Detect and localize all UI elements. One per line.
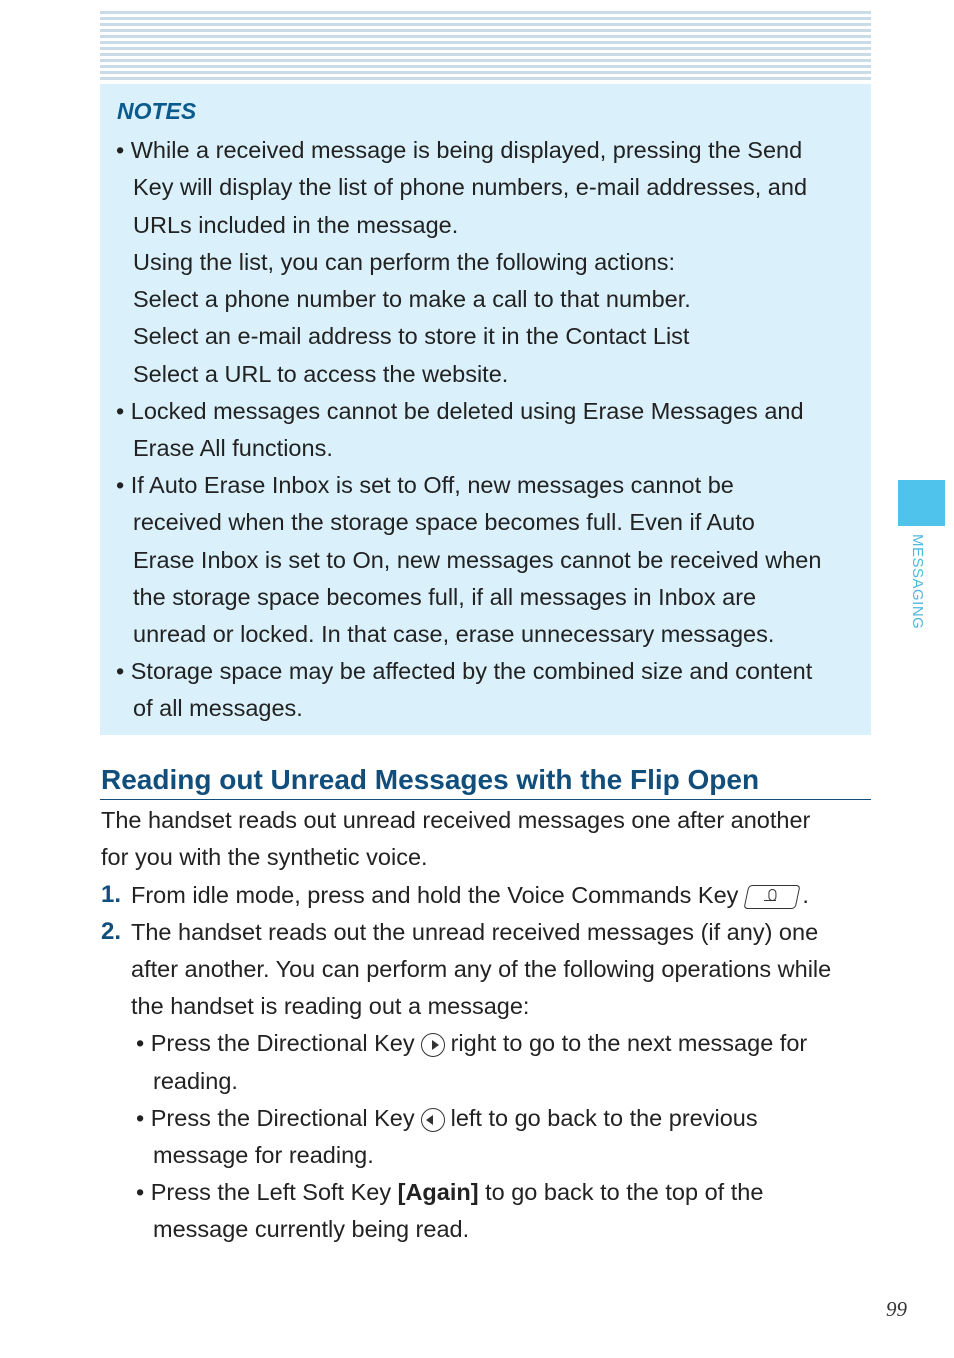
step-text: after another. You can perform any of the following operations while bbox=[131, 956, 832, 982]
step-number: 2. bbox=[101, 918, 122, 945]
bullet-line bbox=[136, 1028, 807, 1058]
notes-line: of all messages. bbox=[133, 695, 303, 721]
notes-title: NOTES bbox=[117, 98, 197, 124]
notes-line: Erase All functions. bbox=[133, 435, 333, 461]
notes-line: the storage space becomes full, if all messages in Inbox are bbox=[133, 584, 757, 610]
notes-line: • Locked messages cannot be deleted using Erase Messages and bbox=[116, 398, 804, 424]
bullet-text: left to go back to the previous bbox=[450, 1105, 758, 1131]
bullet-text: right to go to the next message for bbox=[450, 1030, 808, 1056]
notes-line: • While a received message is being displayed, pressing the Send bbox=[116, 137, 803, 163]
intro-line: for you with the synthetic voice. bbox=[101, 844, 428, 870]
heading-rule bbox=[100, 799, 871, 800]
bullet-line bbox=[136, 1177, 763, 1207]
intro-line: The handset reads out unread received messages one after another bbox=[101, 807, 811, 833]
step-1-end: . bbox=[802, 882, 809, 908]
notes-line: Erase Inbox is set to On, new messages cannot be received when bbox=[133, 547, 822, 573]
section-heading: Reading out Unread Messages with the Flip Open bbox=[101, 764, 760, 795]
notes-line: URLs included in the message. bbox=[133, 212, 459, 238]
section-tab-label: MESSAGING bbox=[909, 534, 926, 630]
bullet-text: • Press the Left Soft Key bbox=[136, 1179, 392, 1205]
notes-line: Using the list, you can perform the following actions: bbox=[133, 249, 676, 275]
step-text bbox=[131, 880, 809, 910]
bullet-text: • Press the Directional Key bbox=[136, 1105, 415, 1131]
step-text: the handset is reading out a message: bbox=[131, 993, 530, 1019]
notes-line: Select an e-mail address to store it in the Contact List bbox=[133, 323, 690, 349]
notes-line: Select a URL to access the website. bbox=[133, 361, 509, 387]
step-1-text: From idle mode, press and hold the Voice Commands Key bbox=[131, 882, 739, 908]
section-tab bbox=[898, 480, 945, 526]
step-number: 1. bbox=[101, 881, 122, 908]
notes-line: Key will display the list of phone numbers, e-mail addresses, and bbox=[133, 174, 808, 200]
directional-key-left-icon bbox=[421, 1108, 445, 1132]
bullet-line bbox=[136, 1103, 758, 1133]
notes-line: Select a phone number to make a call to that number. bbox=[133, 286, 691, 312]
page-number: 99 bbox=[886, 1297, 907, 1321]
bullet-text: • Press the Directional Key bbox=[136, 1030, 415, 1056]
notes-line: • Storage space may be affected by the combined size and content bbox=[116, 658, 813, 684]
notes-line: received when the storage space becomes full. Even if Auto bbox=[133, 509, 755, 535]
bullet-line: reading. bbox=[153, 1068, 238, 1094]
header-stripes bbox=[100, 11, 871, 83]
bullet-line: message for reading. bbox=[153, 1142, 374, 1168]
notes-line: • If Auto Erase Inbox is set to Off, new messages cannot be bbox=[116, 472, 734, 498]
soft-key-label: [Again] bbox=[397, 1179, 479, 1205]
voice-commands-key-icon bbox=[744, 885, 801, 909]
bullet-line: message currently being read. bbox=[153, 1216, 470, 1242]
bullet-text: to go back to the top of the bbox=[485, 1179, 764, 1205]
directional-key-right-icon bbox=[421, 1033, 445, 1057]
notes-line: unread or locked. In that case, erase unnecessary messages. bbox=[133, 621, 775, 647]
step-text: The handset reads out the unread received messages (if any) one bbox=[131, 919, 819, 945]
